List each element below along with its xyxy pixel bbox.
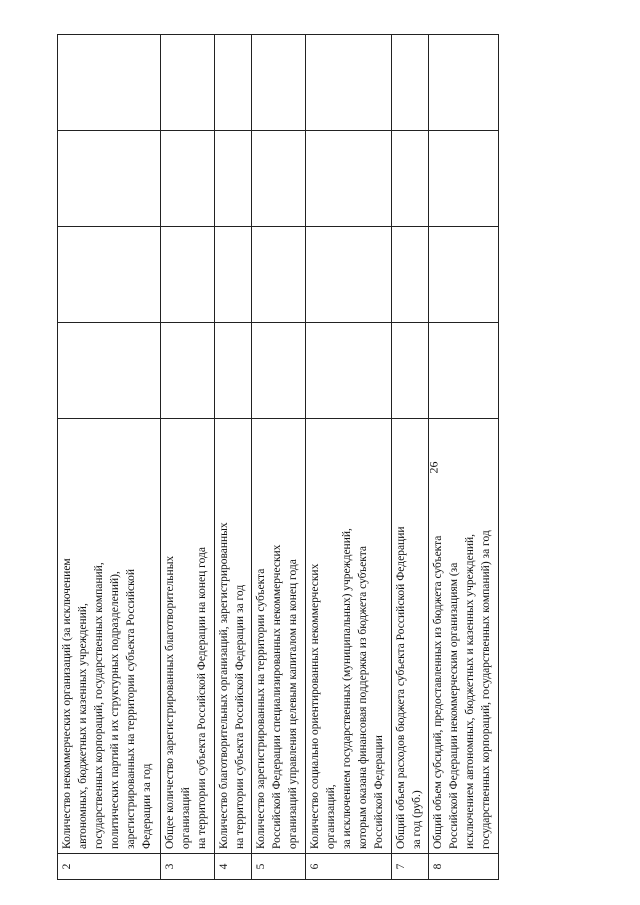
indicator-line: организаций, — [325, 784, 337, 849]
row-number: 2 — [58, 854, 161, 880]
indicator-line: Количество социально ориентированных некоммерческих — [309, 563, 321, 849]
value-cell — [306, 35, 392, 131]
value-cell — [252, 323, 306, 419]
indicator-line: на территории субъекта Российской Федерации за год — [234, 584, 246, 849]
indicator-line: Российской Федерации некоммерческим организациям (за — [448, 562, 460, 849]
value-cell — [161, 323, 215, 419]
indicator-text — [215, 419, 252, 854]
value-cell — [58, 323, 161, 419]
value-cell — [215, 35, 252, 131]
value-cell — [392, 35, 429, 131]
value-cell — [161, 227, 215, 323]
value-cell — [252, 131, 306, 227]
row-number: 3 — [161, 854, 215, 880]
indicator-line: Количество некоммерческих организаций (за исключением — [61, 558, 73, 849]
value-cell — [392, 131, 429, 227]
indicator-line: Федерации за год — [141, 763, 153, 849]
indicator-line: зарегистрированных на территории субъекта Российской — [125, 569, 137, 849]
value-cell — [58, 35, 161, 131]
value-cell — [252, 35, 306, 131]
indicator-text — [426, 419, 499, 854]
value-cell — [215, 323, 252, 419]
row-number: 6 — [306, 854, 392, 880]
indicator-line: Общий объем расходов бюджета субъекта Российской Федерации — [395, 526, 407, 849]
indicator-text — [252, 419, 306, 854]
indicator-table — [57, 34, 499, 880]
indicator-line: Российской Федерации — [373, 735, 385, 849]
indicator-line: Общий объем субсидий, предоставленных из бюджета субъекта — [432, 535, 444, 849]
indicator-line: исключением автономных, бюджетных и казенных учреждений, — [464, 533, 476, 849]
table-body — [58, 35, 499, 880]
indicator-line: Количество зарегистрированных на территории субъекта — [255, 568, 267, 849]
indicator-line: автономных, бюджетных и казенных учреждений, — [77, 603, 89, 849]
indicator-text — [161, 419, 215, 854]
value-cell — [392, 227, 429, 323]
table-row — [215, 35, 252, 880]
indicator-line: государственных корпораций, государственных компаний) за год — [480, 530, 492, 849]
value-cell — [306, 131, 392, 227]
value-cell — [58, 227, 161, 323]
table-row — [306, 35, 392, 880]
value-cell — [58, 131, 161, 227]
value-cell — [429, 323, 499, 419]
indicator-line: Российской Федерации специализированных некоммерческих — [271, 544, 283, 849]
indicator-line: Количество благотворительных организаций, зарегистрированных — [218, 522, 230, 849]
value-cell — [429, 131, 499, 227]
value-cell — [252, 227, 306, 323]
indicator-text — [392, 419, 429, 854]
value-cell — [392, 323, 429, 419]
indicator-line: государственных корпораций, государственных компаний, — [93, 562, 105, 849]
indicator-line: организаций управления целевым капиталом на конец года — [287, 559, 299, 849]
indicator-line: политических партий и их структурных подразделений), — [109, 571, 121, 849]
row-number: 4 — [215, 854, 252, 880]
table-row — [392, 35, 429, 880]
table-row — [161, 35, 215, 880]
row-number: 7 — [392, 854, 429, 880]
value-cell — [429, 227, 499, 323]
value-cell — [161, 35, 215, 131]
page-number: 26 — [426, 461, 441, 474]
table-row — [429, 35, 499, 880]
indicator-line: на территории субъекта Российской Федерации на конец года — [196, 547, 208, 849]
indicator-line: за год (руб.) — [411, 790, 423, 849]
indicator-text — [58, 419, 161, 854]
value-cell — [306, 227, 392, 323]
row-number: 8 — [429, 854, 499, 880]
value-cell — [161, 131, 215, 227]
value-cell — [215, 227, 252, 323]
indicator-line: за исключением государственных (муниципальных) учреждений, — [341, 528, 353, 849]
table-row — [252, 35, 306, 880]
table-row — [58, 35, 161, 880]
row-number: 5 — [252, 854, 306, 880]
value-cell — [215, 131, 252, 227]
indicator-text — [306, 419, 392, 854]
value-cell — [306, 323, 392, 419]
indicator-line: Общее количество зарегистрированных благотворительных — [164, 555, 176, 849]
value-cell — [429, 35, 499, 131]
rotated-page — [57, 35, 492, 880]
indicator-line: которым оказана финансовая поддержка из бюджета субъекта — [357, 546, 369, 849]
indicator-line: организаций — [180, 787, 192, 849]
